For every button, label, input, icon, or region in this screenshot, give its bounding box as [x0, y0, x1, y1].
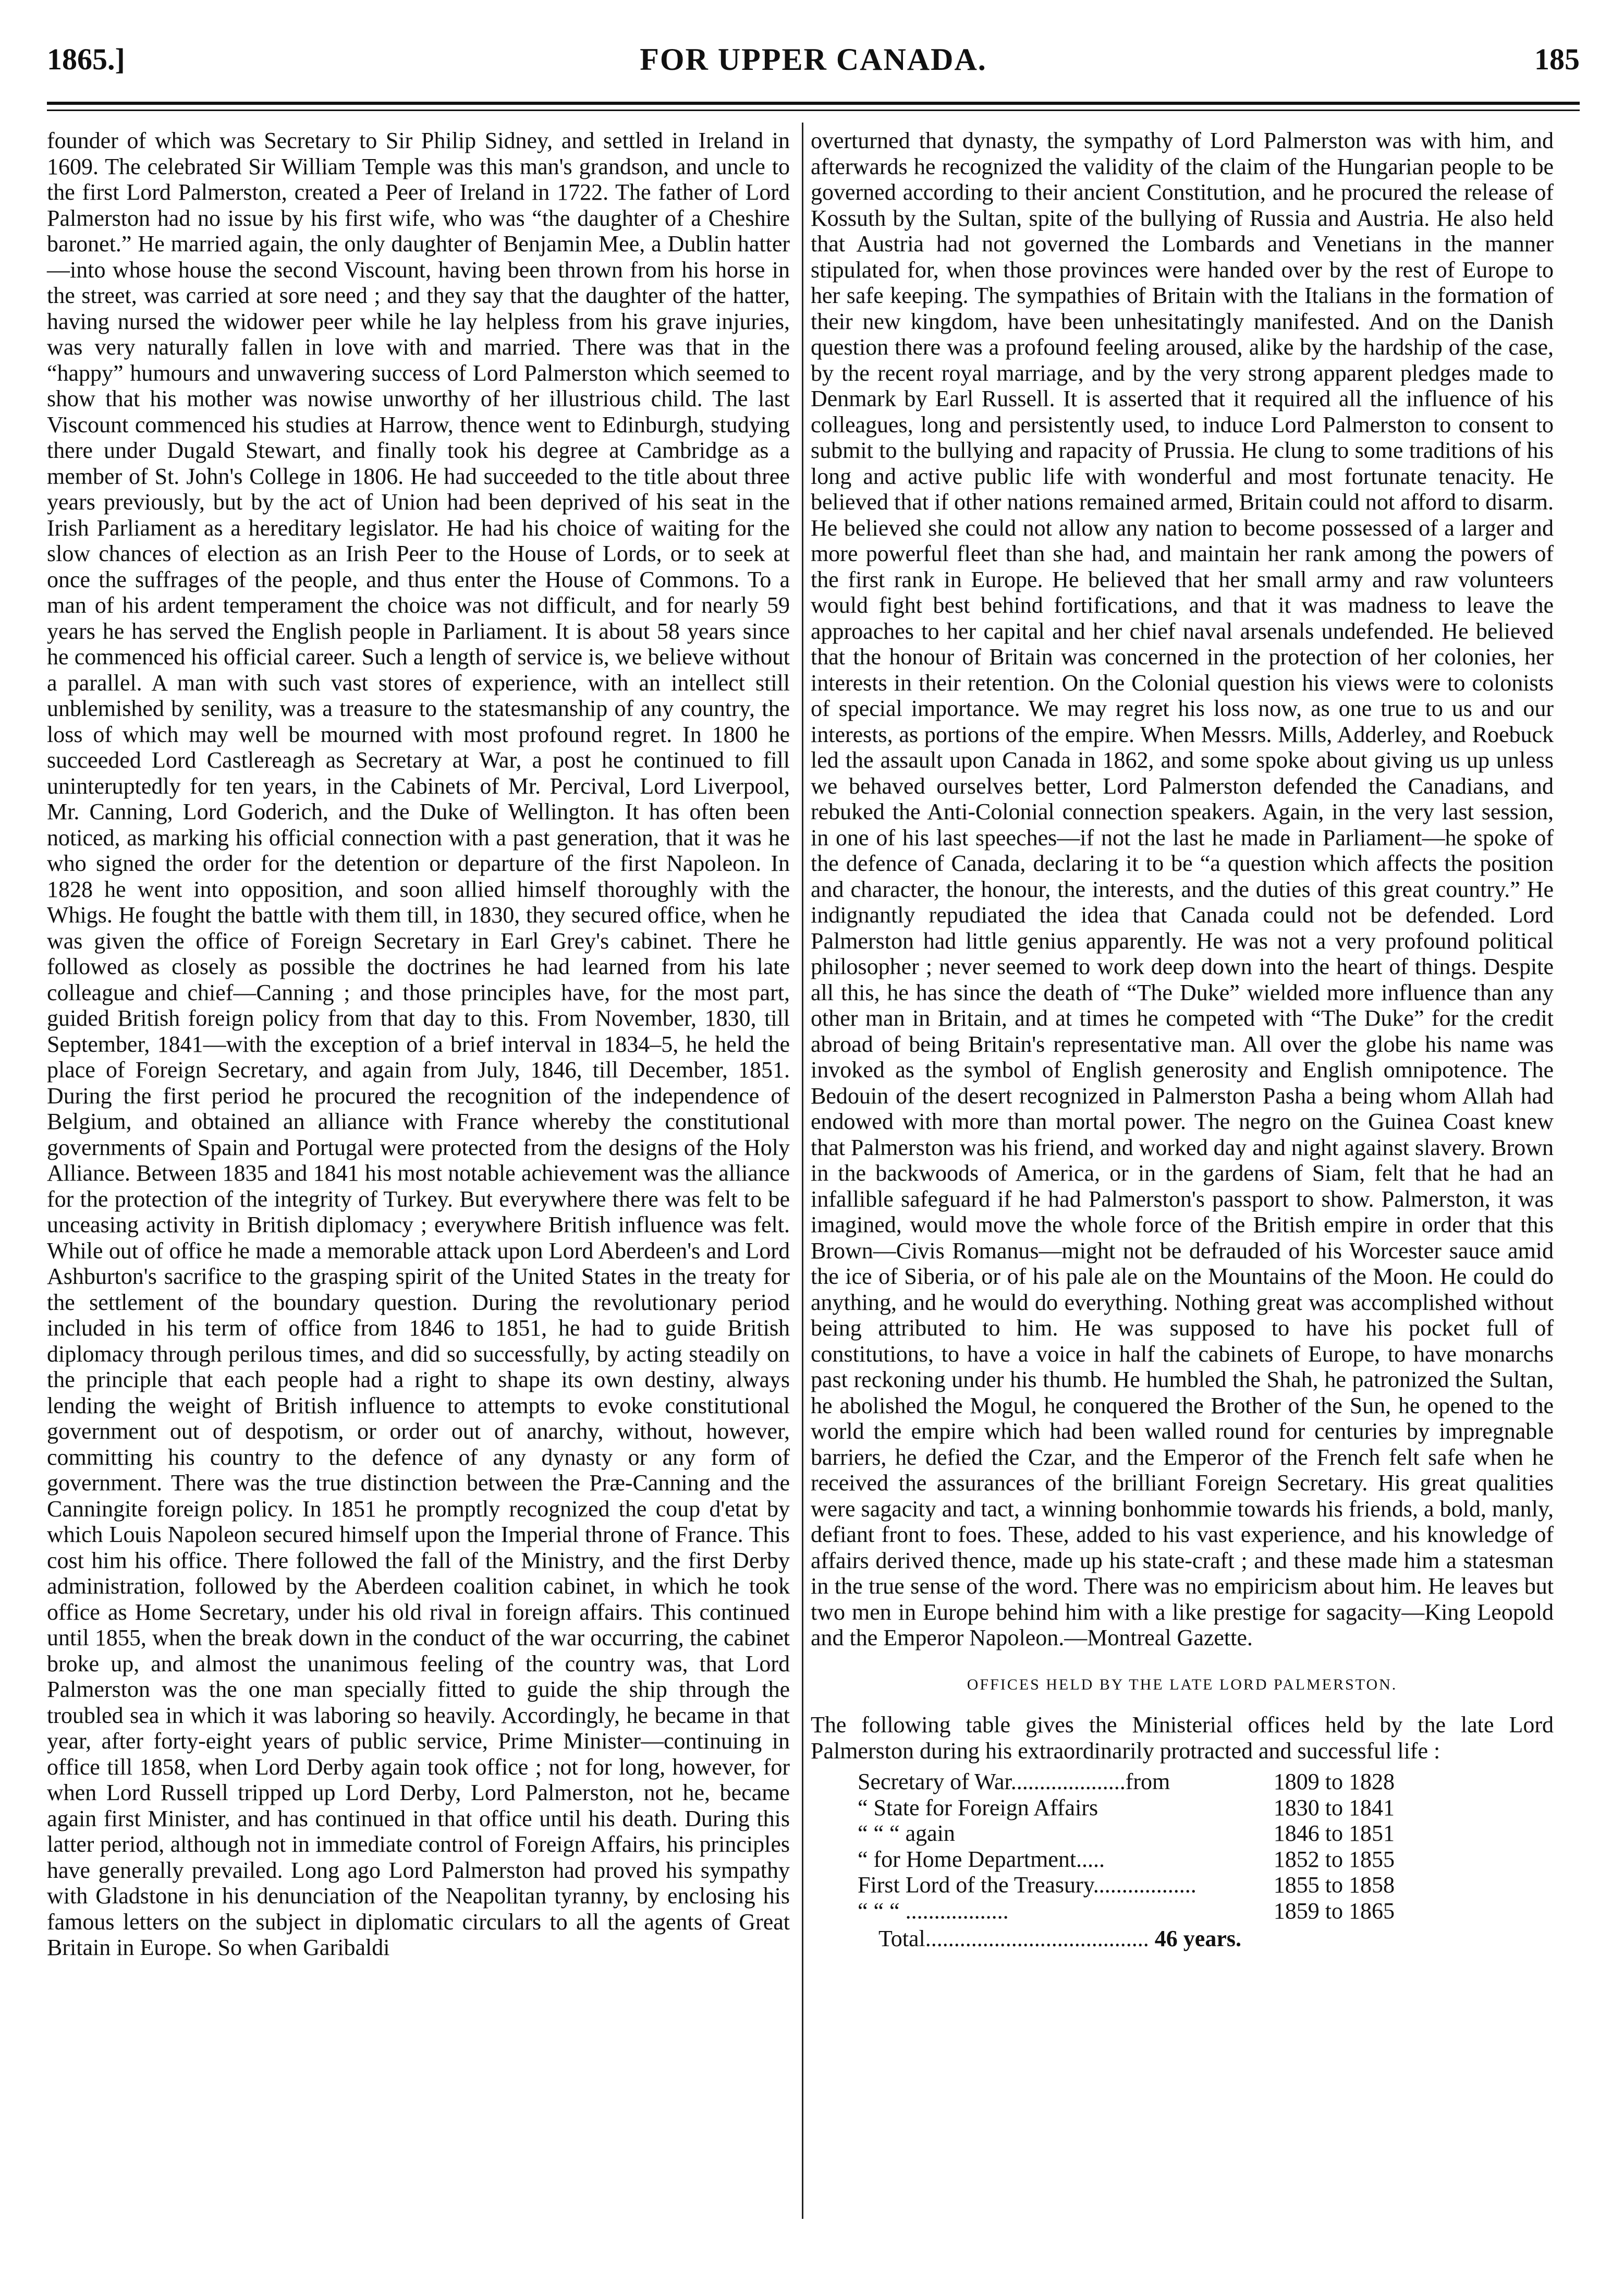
right-column-paragraph: overturned that dynasty, the sympathy of Lord Palmerston was with him, and afterwards he recognized the validity of the claim of the Hungarian people to be governed according to their ancient Constitution, and he procured the release of Kossuth by the Sultan, spite of the bullying of Russia and Austria. He also held that Austria had not governed the Lombards and Venetians in the manner stipulated for, when those provinces were handed over by the rest of Europe to her safe keeping. The sympathies of Britain with the Italians in the formation of their new kingdom, have been unhesitatingly manifested. And on the Danish question there was a profound feeling aroused, alike by the hardship of the case, by the recent royal marriage, and by the very strong apparent pledges made to Denmark by Earl Russell. It is asserted that it required all the influence of his colleagues, long and persistently used, to induce Lord Palmerston to consent to submit to the bullying and rapacity of Prussia. He clung to some traditions of his long and active public life with wonderful and most fortunate tenacity. He believed that if other nations remained armed, Britain could not afford to disarm. He believed she could not allow any nation to become possessed of a larger and more powerful fleet than she had, and maintain her rank among the powers of the first rank in Europe. He believed that her small army and raw volunteers would fight best behind fortifications, and that it was madness to leave the approaches to her capital and her chief naval arsenals undefended. He believed that the honour of Britain was concerned in the protection of her colonies, her interests in their retention. On the Colonial question his views were to colonists of special importance. We may regret his loss now, as one true to us and our interests, as portions of the empire. When Messrs. Mills, Adderley, and Roebuck led the assault upon Canada in 1862, and some spoke about giving us up unless we behaved ourselves better, Lord Palmerston defended the Canadians, and rebuked the Anti-Colonial connection speakers. Again, in the very last session, in one of his last speeches—if not the last he made in Parliament—he spoke of the defence of Canada, declaring it to be “a question which affects the position and character, the honour, the interests, and the duties of this great country.” He indignantly repudiated the idea that Canada could not be defended. Lord Palmerston had little genius apparently. He was not a very profound political philosopher ; never seemed to work deep down into the heart of things. Despite all this, he has since the death of “The Duke” wielded more influence than any other man in Britain, and at times he competed with “The Duke” for the credit abroad of being Britain's representative man. All over the globe his name was invoked as the symbol of English generosity and English omnipotence. The Bedouin of the desert recognized in Palmerston Pasha a being whom Allah had endowed with more than mortal power. The negro on the Guinea Coast knew that Palmerston was his friend, and worked day and night against slavery. Brown in the backwoods of America, or in the gardens of Siam, felt that he had an infallible safeguard if he had Palmerston's passport to show. Palmerston, it was imagined, would move the whole force of the British empire in order that this Brown—Civis Romanus—might not be defrauded of his Worcester sauce amid the ice of Siberia, or of his pale ale on the Mountains of the Moon. He could do anything, and he would do everything. Nothing great was accomplished without being attributed to him. He was supposed to have his pocket full of constitutions, to have a voice in half the cabinets of Europe, to have monarchs past reckoning under his thumb. He humbled the Shah, he patronized the Sultan, he abolished the Mogul, he conquered the Brother of the Sun, he opened to the world the empire which had been walled round for centuries by impregnable barriers, he defied the Czar, and the Emperor of the French felt safe when he received the assurances of the brilliant Foreign Secretary. His great qualities were sagacity and tact, a winning bonhommie towards his friends, a bold, manly, defiant front to foes. These, added to his vast experience, and his knowledge of affairs derived thence, made up his state-craft ; and these made him a statesman in the true sense of the word. There was no empiricism about him. He leaves but two men in Europe behind him with a like prestige for sagacity—King Leopold and the Emperor Napoleon.—Montreal Gazette.: [811, 128, 1554, 1650]
office-years: 1859 to 1865: [1273, 1898, 1395, 1924]
header-title: FOR UPPER CANADA.: [640, 42, 987, 77]
office-row: [858, 1872, 1395, 1898]
office-years: 1855 to 1858: [1273, 1872, 1395, 1898]
office-row: [858, 1769, 1395, 1795]
office-years: 1830 to 1841: [1273, 1794, 1395, 1820]
office-row: [858, 1820, 1395, 1847]
total-row: [878, 1926, 1395, 1952]
office-title: Secretary of War....................from: [858, 1769, 1170, 1794]
column-divider: [802, 123, 803, 2219]
office-row: [858, 1847, 1395, 1873]
running-header: [47, 42, 1580, 89]
total-value: 46 years.: [1154, 1926, 1241, 1951]
office-title: “ “ “ ..................: [858, 1898, 1009, 1924]
office-row: [858, 1795, 1395, 1821]
office-title: “ “ “ again: [858, 1820, 955, 1846]
left-column-paragraph: founder of which was Secretary to Sir Philip Sidney, and settled in Ireland in 1609. The celebrated Sir William Temple was this man's grandson, and uncle to the first Lord Palmerston, created a Peer of Ireland in 1722. The father of Lord Palmerston had no issue by his first wife, who was “the daughter of a Cheshire baronet.” He married again, the only daughter of Benjamin Mee, a Dublin hatter—into whose house the second Viscount, having been thrown from his horse in the street, was carried at sore need ; and they say that the daughter of the hatter, having nursed the widower peer while he lay helpless from his grave injuries, was very naturally fallen in love with and married. There was that in the “happy” humours and unwavering success of Lord Palmerston which seemed to show that his mother was nowise unworthy of her illustrious child. The last Viscount commenced his studies at Harrow, thence went to Edinburgh, studying there under Dugald Stewart, and finally took his degree at Cambridge as a member of St. John's College in 1806. He had succeeded to the title about three years previously, but by the act of Union had been deprived of his seat in the Irish Parliament as a hereditary legislator. He had his choice of waiting for the slow chances of election as an Irish Peer to the House of Lords, or to seek at once the suffrages of the people, and thus enter the House of Commons. To a man of his ardent temperament the choice was not difficult, and for nearly 59 years he has served the English people in Parliament. It is about 58 years since he commenced his official career. Such a length of service is, we believe without a parallel. A man with such vast stores of experience, with an intellect still unblemished by senility, was a treasure to the statesmanship of any country, the loss of which may well be mourned with most profound regret. In 1800 he succeeded Lord Castlereagh as Secretary at War, a post he continued to fill uninteruptedly for ten years, in the Cabinets of Mr. Percival, Lord Liverpool, Mr. Canning, Lord Goderich, and the Duke of Wellington. It has often been noticed, as marking his official connection with a past generation, that it was he who signed the order for the detention or departure of the first Napoleon. In 1828 he went into opposition, and soon allied himself thoroughly with the Whigs. He fought the battle with them till, in 1830, they secured office, when he was given the office of Foreign Secretary in Earl Grey's cabinet. There he followed as closely as possible the doctrines he had learned from his late colleague and chief—Canning ; and those principles have, for the most part, guided British foreign policy from that day to this. From November, 1830, till September, 1841—with the exception of a brief interval in 1834–5, he held the place of Foreign Secretary, and again from July, 1846, till December, 1851. During the first period he procured the recognition of the independence of Belgium, and obtained an alliance with France whereby the constitutional governments of Spain and Portugal were protected from the designs of the Holy Alliance. Between 1835 and 1841 his most notable achievement was the alliance for the protection of the integrity of Turkey. But everywhere there was felt to be unceasing activity in British diplomacy ; everywhere British influence was felt. While out of office he made a memorable attack upon Lord Aberdeen's and Lord Ashburton's sacrifice to the grasping spirit of the United States in the treaty for the settlement of the boundary question. During the revolutionary period included in his term of office from 1846 to 1851, he had to guide British diplomacy through perilous times, and did so successfully, by acting steadily on the principle that each people had a right to shape its own destiny, always lending the weight of British influence to attempts to evoke constitutional government out of despotism, or order out of anarchy, without, however, committing his country to the defence of any dynasty or any form of government. There was the true distinction between the Præ-Canning and the Canningite foreign policy. In 1851 he promptly recognized the coup d'etat by which Louis Napoleon secured himself upon the Imperial throne of France. This cost him his office. There followed the fall of the Ministry, and the first Derby administration, followed by the Aberdeen coalition cabinet, in which he took office as Home Secretary, under his old rival in foreign affairs. This continued until 1855, when the break down in the conduct of the war occurring, the cabinet broke up, and almost the unanimous feeling of the country was, that Lord Palmerston was the one man specially fitted to guide the ship through the troubled sea in which it was laboring so heavily. Accordingly, he became in that year, after forty-eight years of public service, Prime Minister—continuing in office till 1858, when Lord Derby again took office ; not for long, however, for when Lord Russell tripped up Lord Derby, Lord Palmerston, not he, became again first Minister, and has continued in that office until his death. During this latter period, although not in immediate control of Foreign Affairs, his principles have generally prevailed. Long ago Lord Palmerston had proved his sympathy with Gladstone in his denunciation of the Neapolitan tyranny, by enclosing his famous letters on the subject in diplomatic circulars to all the agents of Great Britain in Europe. So when Garibaldi: [47, 128, 790, 1960]
office-years: 1852 to 1855: [1273, 1846, 1395, 1872]
office-years: 1846 to 1851: [1273, 1820, 1395, 1846]
offices-table: [858, 1769, 1395, 1952]
office-title: “ State for Foreign Affairs: [858, 1794, 1098, 1820]
office-row: [858, 1898, 1395, 1924]
office-title: First Lord of the Treasury..................: [858, 1872, 1196, 1898]
office-years: 1809 to 1828: [1273, 1769, 1395, 1794]
header-page-number: 185: [1534, 42, 1580, 76]
right-column: [811, 128, 1554, 1952]
left-column: [47, 128, 790, 1961]
header-rule-thin: [47, 110, 1580, 111]
offices-heading: OFFICES HELD BY THE LATE LORD PALMERSTON.: [967, 1675, 1398, 1693]
total-label: Total.......................................: [878, 1926, 1149, 1951]
header-year: 1865.]: [47, 42, 125, 76]
offices-intro: The following table gives the Ministerial offices held by the late Lord Palmerston during his extraordinarily protracted and successful life :: [811, 1712, 1554, 1764]
header-rule-thick: [47, 102, 1580, 105]
office-title: “ for Home Department.....: [858, 1846, 1105, 1872]
